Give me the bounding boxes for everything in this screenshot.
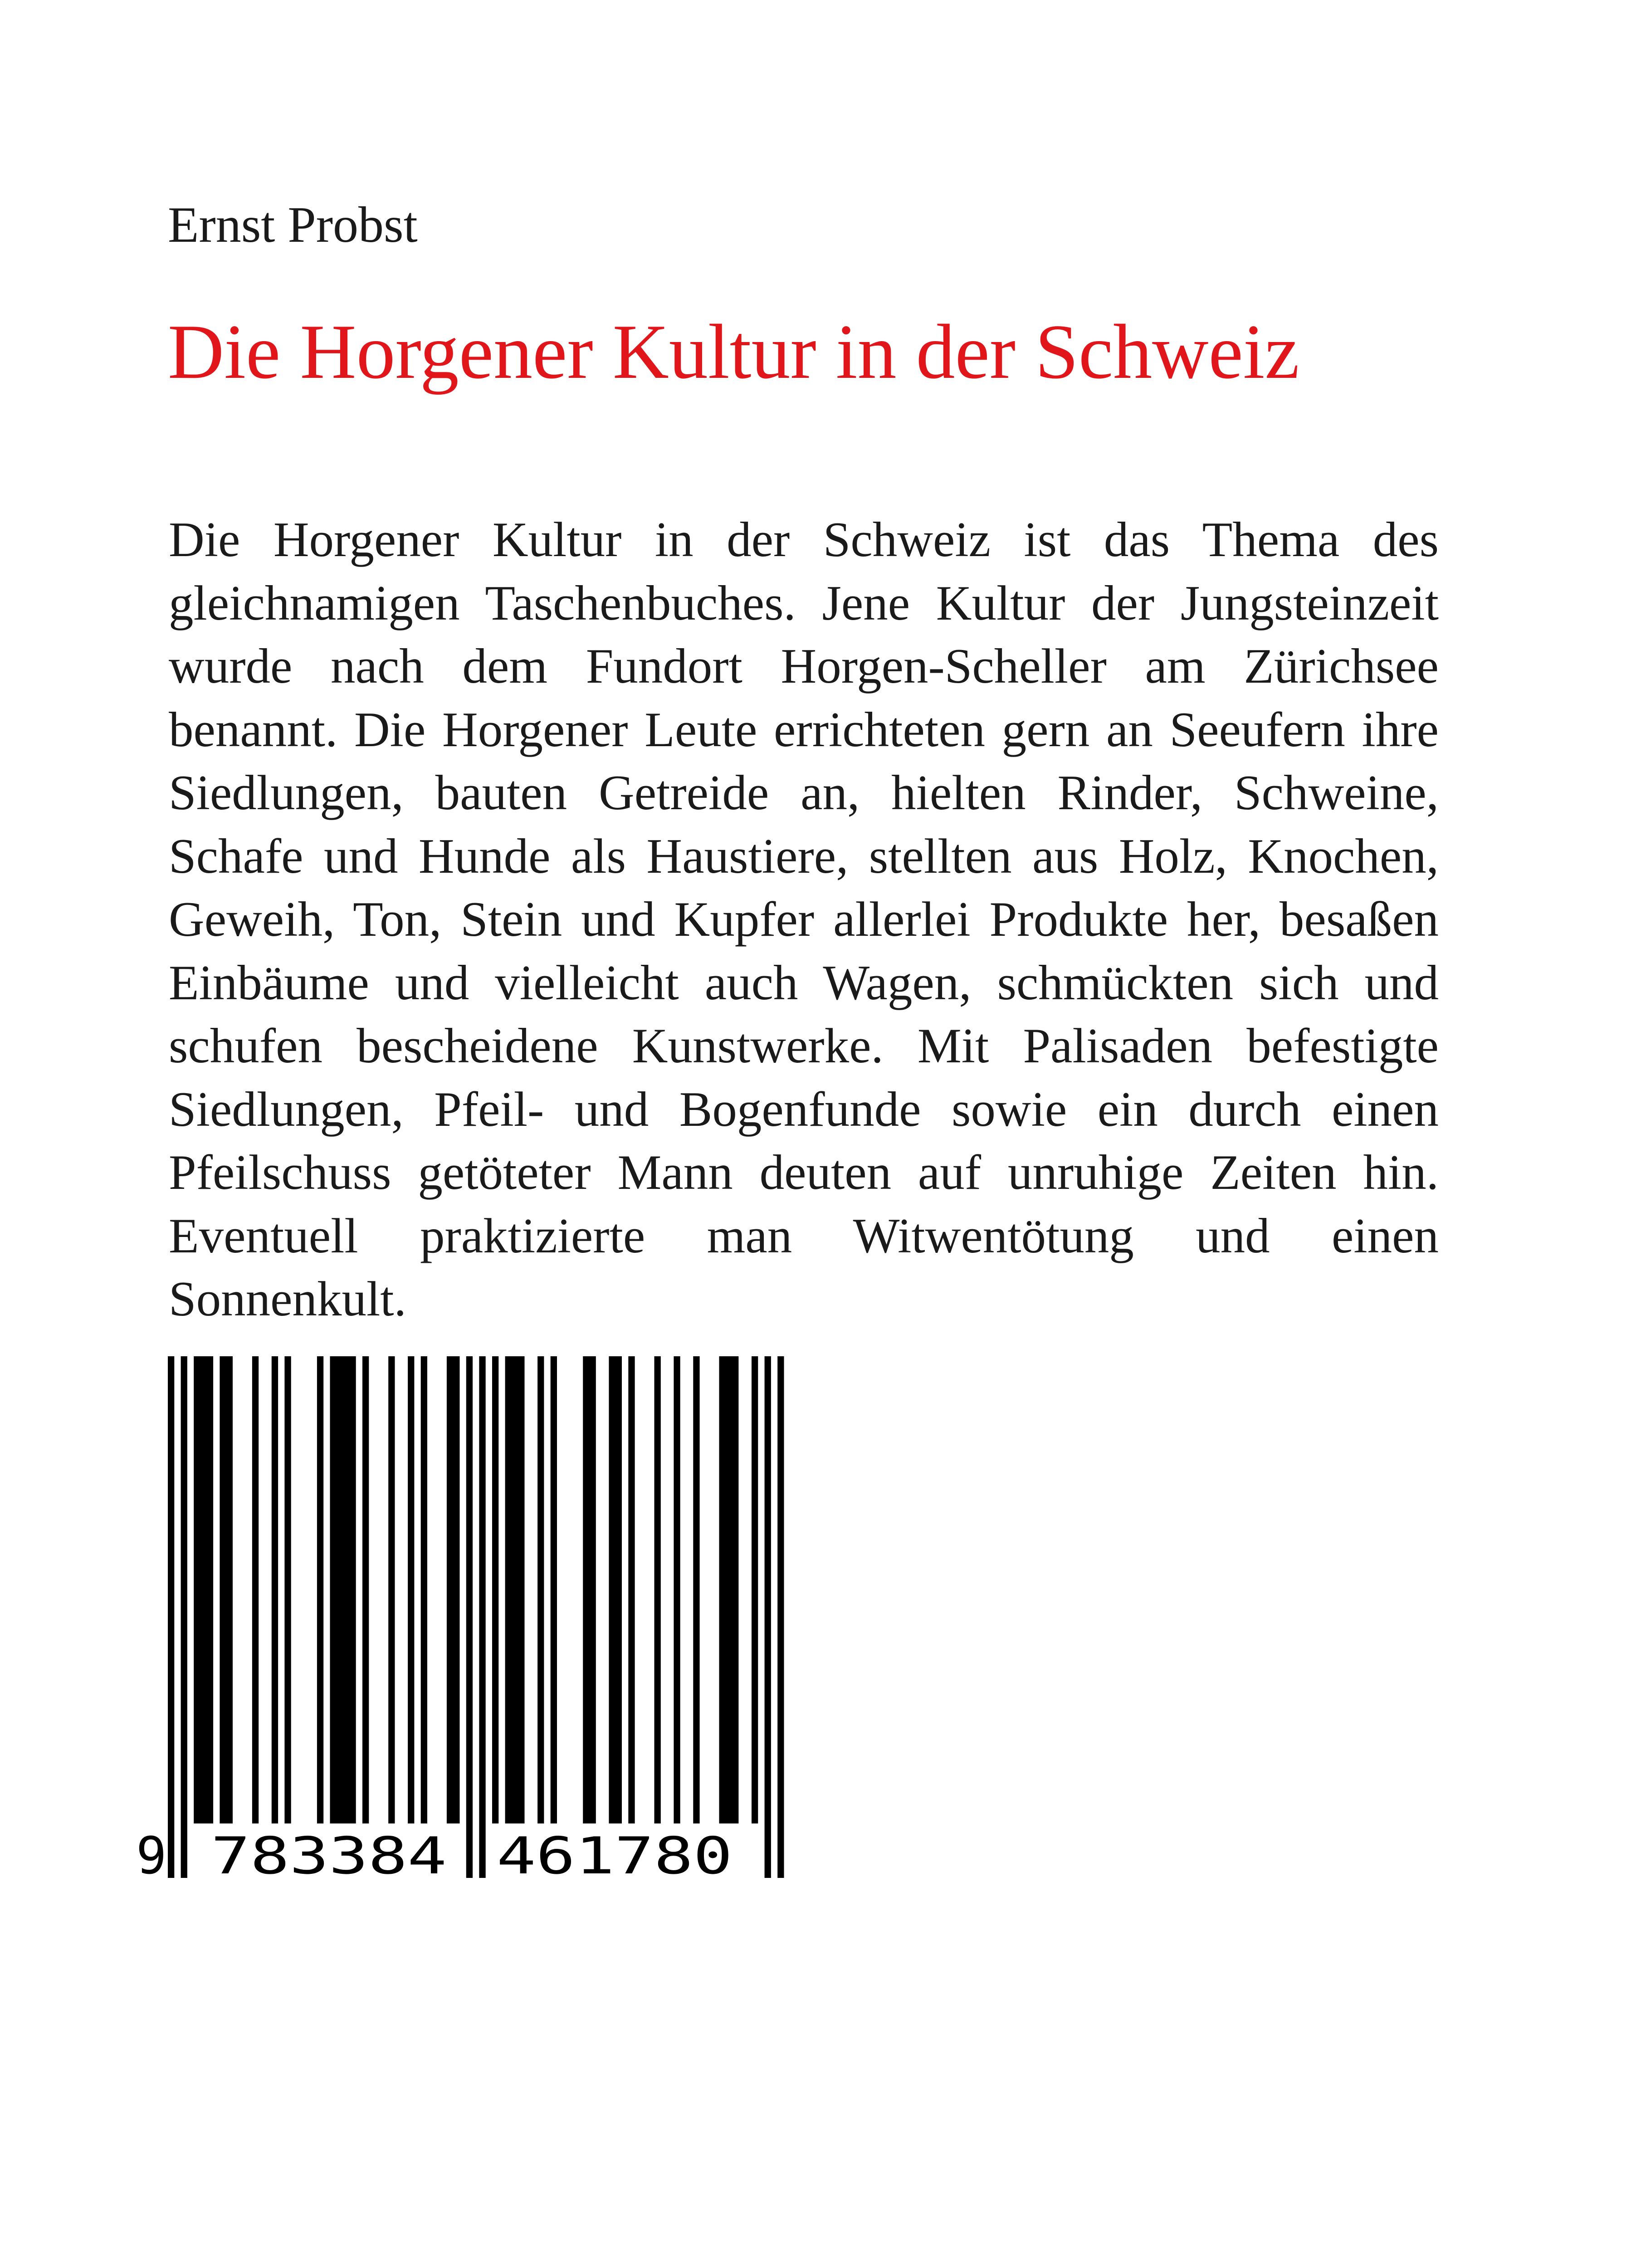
barcode-bar	[752, 1356, 758, 1823]
barcode-bar	[252, 1356, 259, 1823]
barcode-bar	[654, 1356, 661, 1823]
barcode-bar	[388, 1356, 395, 1823]
book-title: Die Horgener Kultur in der Schweiz	[168, 309, 1299, 395]
barcode-guard-bar	[168, 1356, 174, 1878]
barcode-bar	[447, 1356, 460, 1823]
barcode-guard-bar	[765, 1356, 771, 1878]
barcode-bar	[551, 1356, 557, 1823]
barcode-bar	[693, 1356, 699, 1823]
barcode-bar	[317, 1356, 323, 1823]
barcode-bar	[628, 1356, 635, 1823]
barcode-bar	[609, 1356, 622, 1823]
barcode-guard-bar	[479, 1356, 485, 1878]
barcode-bar	[362, 1356, 369, 1823]
barcode-bar	[492, 1356, 498, 1823]
barcode-bar	[272, 1356, 278, 1823]
barcode-bar	[674, 1356, 680, 1823]
barcode-bar	[284, 1356, 291, 1823]
barcode-guard-bar	[181, 1356, 187, 1878]
barcode-bar	[583, 1356, 596, 1823]
barcode-bar	[330, 1356, 356, 1823]
barcode-bar	[505, 1356, 525, 1823]
barcode-right-digits: 461780	[497, 1827, 733, 1882]
barcode-bar	[719, 1356, 739, 1823]
barcode-bar	[194, 1356, 213, 1823]
author-name: Ernst Probst	[168, 197, 418, 253]
barcode-bars	[168, 1356, 784, 1878]
barcode-bar	[537, 1356, 544, 1823]
barcode-lead-digit: 9	[136, 1827, 167, 1882]
book-description: Die Horgener Kultur in der Schweiz ist das Thema des gleichnamigen Taschenbuches. Jene Kultur der Jungsteinzeit wurde nach dem Fundort Horgen-Scheller am Zürichsee benannt. Die Horgener Leute errichteten gern an Seeufern ihre Siedlungen, bauten Getreide an, hielten Rinder, Schweine, Schafe und Hunde als Haustiere, stellten aus Holz, Knochen, Geweih, Ton, Stein und Kupfer allerlei Produkte her, besaßen Einbäume und vielleicht auch Wagen, schmückten sich und schufen bescheidene Kunstwerke. Mit Palisaden befestigte Siedlungen, Pfeil- und Bogenfunde sowie ein durch einen Pfeilschuss getöteter Mann deuten auf unruhige Zeiten hin. Eventuell praktizierte man Witwentötung und einen Sonnenkult.	[169, 512, 1439, 1326]
barcode-left-digits: 783384	[211, 1827, 447, 1882]
barcode-bar	[421, 1356, 427, 1823]
isbn-barcode	[127, 1356, 798, 1882]
barcode-bar	[220, 1356, 233, 1823]
barcode-bar	[408, 1356, 414, 1823]
barcode-guard-bar	[466, 1356, 473, 1878]
barcode-guard-bar	[777, 1356, 784, 1878]
